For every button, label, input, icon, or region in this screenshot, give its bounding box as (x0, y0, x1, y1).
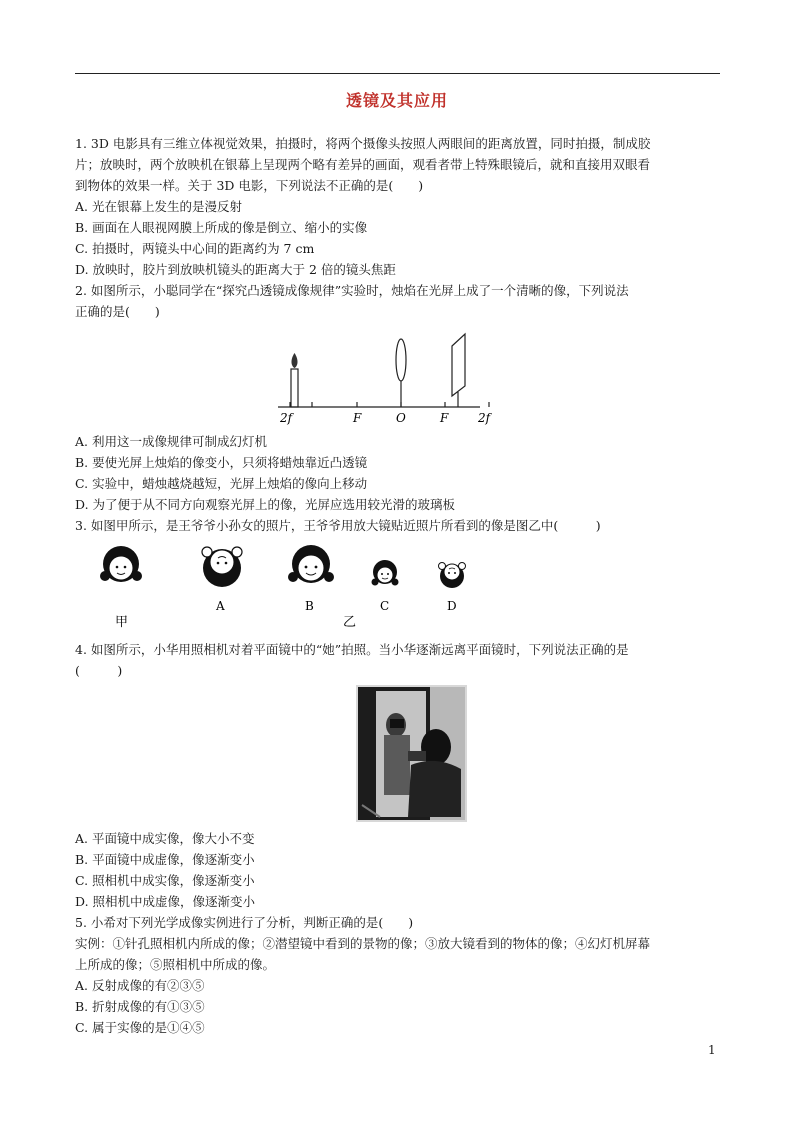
girl-photo-figure (95, 540, 475, 632)
q4-option-b: B. 平面镜中成虚像，像逐渐变小 (75, 852, 255, 867)
figure-label-c: C (380, 599, 390, 613)
q1-option-b: B. 画面在人眼视网膜上所成的像是倒立、缩小的实像 (75, 220, 368, 235)
tick-label-o: O (396, 411, 406, 425)
q4-option-c: C. 照相机中成实像，像逐渐变小 (75, 873, 255, 888)
tick-label-f-left: F (353, 411, 362, 425)
convex-lens-icon (396, 339, 406, 407)
girl-face-icon-d (439, 563, 466, 589)
q5-option-a: A. 反射成像的有②③⑤ (75, 978, 205, 993)
q5-line-3: 上所成的像；⑤照相机中所成的像。 (75, 957, 276, 972)
q1-line-1: 1. 3D 电影具有三维立体视觉效果，拍摄时，将两个摄像头按照人两眼间的距离放置，同时拍摄，制成胶 (75, 136, 651, 151)
girl-face-icon-c (372, 560, 399, 586)
figure-label-b: B (305, 599, 314, 613)
tick-label-f-right: F (440, 411, 449, 425)
girl-face-icon-a (202, 547, 242, 587)
q5-line-1: 5. 小希对下列光学成像实例进行了分析，判断正确的是( ) (75, 915, 414, 930)
q1-option-d: D. 放映时，胶片到放映机镜头的距离大于 2 倍的镜头焦距 (75, 262, 396, 277)
page-title: 透镜及其应用 (345, 91, 448, 110)
q4-option-a: A. 平面镜中成实像，像大小不变 (75, 831, 255, 846)
q2-option-d: D. 为了便于从不同方向观察光屏上的像，光屏应选用较光滑的玻璃板 (75, 497, 456, 512)
q1-line-2: 片；放映时，两个放映机在银幕上呈现两个略有差异的画面，观看者带上特殊眼镜后，就和直接用双眼看 (75, 157, 651, 172)
q2-option-a: A. 利用这一成像规律可制成幻灯机 (75, 434, 267, 449)
figure-label-a: A (216, 599, 225, 613)
lens-experiment-figure (270, 328, 491, 426)
header-rule (75, 73, 720, 74)
q1-option-c: C. 拍摄时，两镜头中心间的距离约为 7 cm (75, 241, 315, 256)
girl-face-icon-b (288, 545, 334, 583)
page-number: 1 (708, 1043, 716, 1057)
q1-option-a: A. 光在银幕上发生的是漫反射 (75, 199, 242, 214)
candle-icon (291, 353, 298, 407)
q4-line-2: ( ) (75, 663, 123, 678)
q3-line-1: 3. 如图甲所示，是王爷爷小孙女的照片，王爷爷用放大镜贴近照片所看到的像是图乙中( ) (75, 518, 601, 533)
q1-line-3: 到物体的效果一样。关于 3D 电影，下列说法不正确的是( ) (75, 178, 424, 193)
q4-option-d: D. 照相机中成虚像，像逐渐变小 (75, 894, 256, 909)
q2-option-c: C. 实验中，蜡烛越烧越短，光屏上烛焰的像向上移动 (75, 476, 368, 491)
mirror-photo-image (356, 685, 467, 822)
figure-label-d: D (447, 599, 457, 613)
q4-line-1: 4. 如图所示，小华用照相机对着平面镜中的“她”拍照。当小华逐渐远离平面镜时，下列说法正确的是 (75, 642, 629, 657)
tick-label-2f-right: 2f (478, 411, 491, 425)
q2-line-2: 正确的是( ) (75, 304, 160, 319)
q2-line-1: 2. 如图所示，小聪同学在“探究凸透镜成像规律”实验时，烛焰在光屏上成了一个清晰的像，下列说法 (75, 283, 629, 298)
tick-label-2f-left: 2f (280, 411, 293, 425)
q5-option-b: B. 折射成像的有①③⑤ (75, 999, 205, 1014)
figure-label-yi: 乙 (343, 615, 357, 630)
figure-label-jia: 甲 (115, 615, 129, 630)
light-screen-icon (452, 334, 465, 407)
q5-line-2: 实例：①针孔照相机内所成的像；②潜望镜中看到的景物的像；③放大镜看到的物体的像；④幻灯机屏幕 (75, 936, 651, 951)
q5-option-c: C. 属于实像的是①④⑤ (75, 1020, 205, 1035)
girl-face-icon-jia (100, 546, 142, 582)
q2-option-b: B. 要使光屏上烛焰的像变小，只须将蜡烛靠近凸透镜 (75, 455, 368, 470)
